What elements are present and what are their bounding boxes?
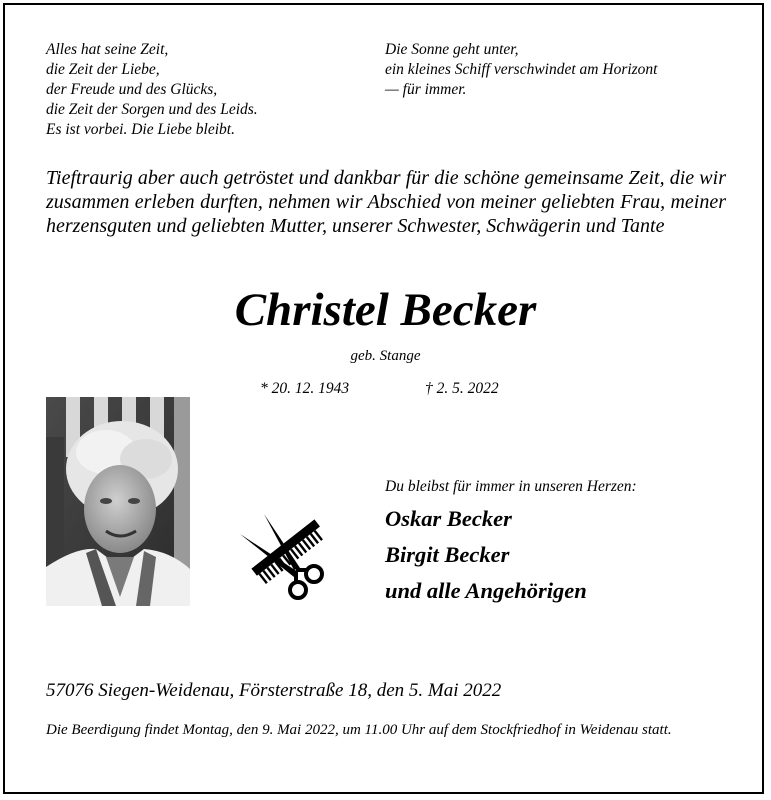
signer-name: und alle Angehörigen [385, 578, 587, 603]
poem-line: Die Sonne geht unter, [385, 41, 519, 58]
funeral-info: Die Beerdigung findet Montag, den 9. Mai 2022, um 11.00 Uhr auf dem Stockfriedhof in Weidenau statt. [46, 722, 672, 738]
poem-right [385, 40, 658, 100]
poem-left [46, 40, 258, 140]
deceased-name: Christel Becker [234, 284, 537, 336]
address-line: 57076 Siegen-Weidenau, Försterstraße 18, den 5. Mai 2022 [46, 680, 502, 701]
poem-line: der Freude und des Glücks, [46, 81, 218, 98]
maiden-name: geb. Stange [350, 348, 421, 364]
poem-line: die Zeit der Liebe, [46, 61, 160, 78]
signer-name: Birgit Becker [385, 542, 510, 567]
poem-line: — für immer. [385, 81, 467, 98]
birth-date: * 20. 12. 1943 [260, 380, 350, 397]
tribute-line: Du bleibst für immer in unseren Herzen: [385, 478, 637, 495]
poem-line: die Zeit der Sorgen und des Leids. [46, 101, 258, 118]
signer-name: Oskar Becker [385, 506, 512, 531]
poem-line: Alles hat seine Zeit, [46, 41, 169, 58]
intro-text: Tieftraurig aber auch getröstet und dankbar für die schöne gemeinsame Zeit, die wir zusammen erleben durften, nehmen wir Abschied von meiner geliebten Frau, meiner herzensguten und geliebten Mutter, unserer Schwester, Schwägerin und Tante [46, 167, 726, 237]
scissors-and-comb-icon [236, 510, 336, 602]
poem-line: ein kleines Schiff verschwindet am Horizont [385, 61, 658, 78]
portrait-photo [46, 397, 190, 606]
poem-line: Es ist vorbei. Die Liebe bleibt. [46, 121, 235, 138]
death-date: † 2. 5. 2022 [425, 380, 499, 397]
